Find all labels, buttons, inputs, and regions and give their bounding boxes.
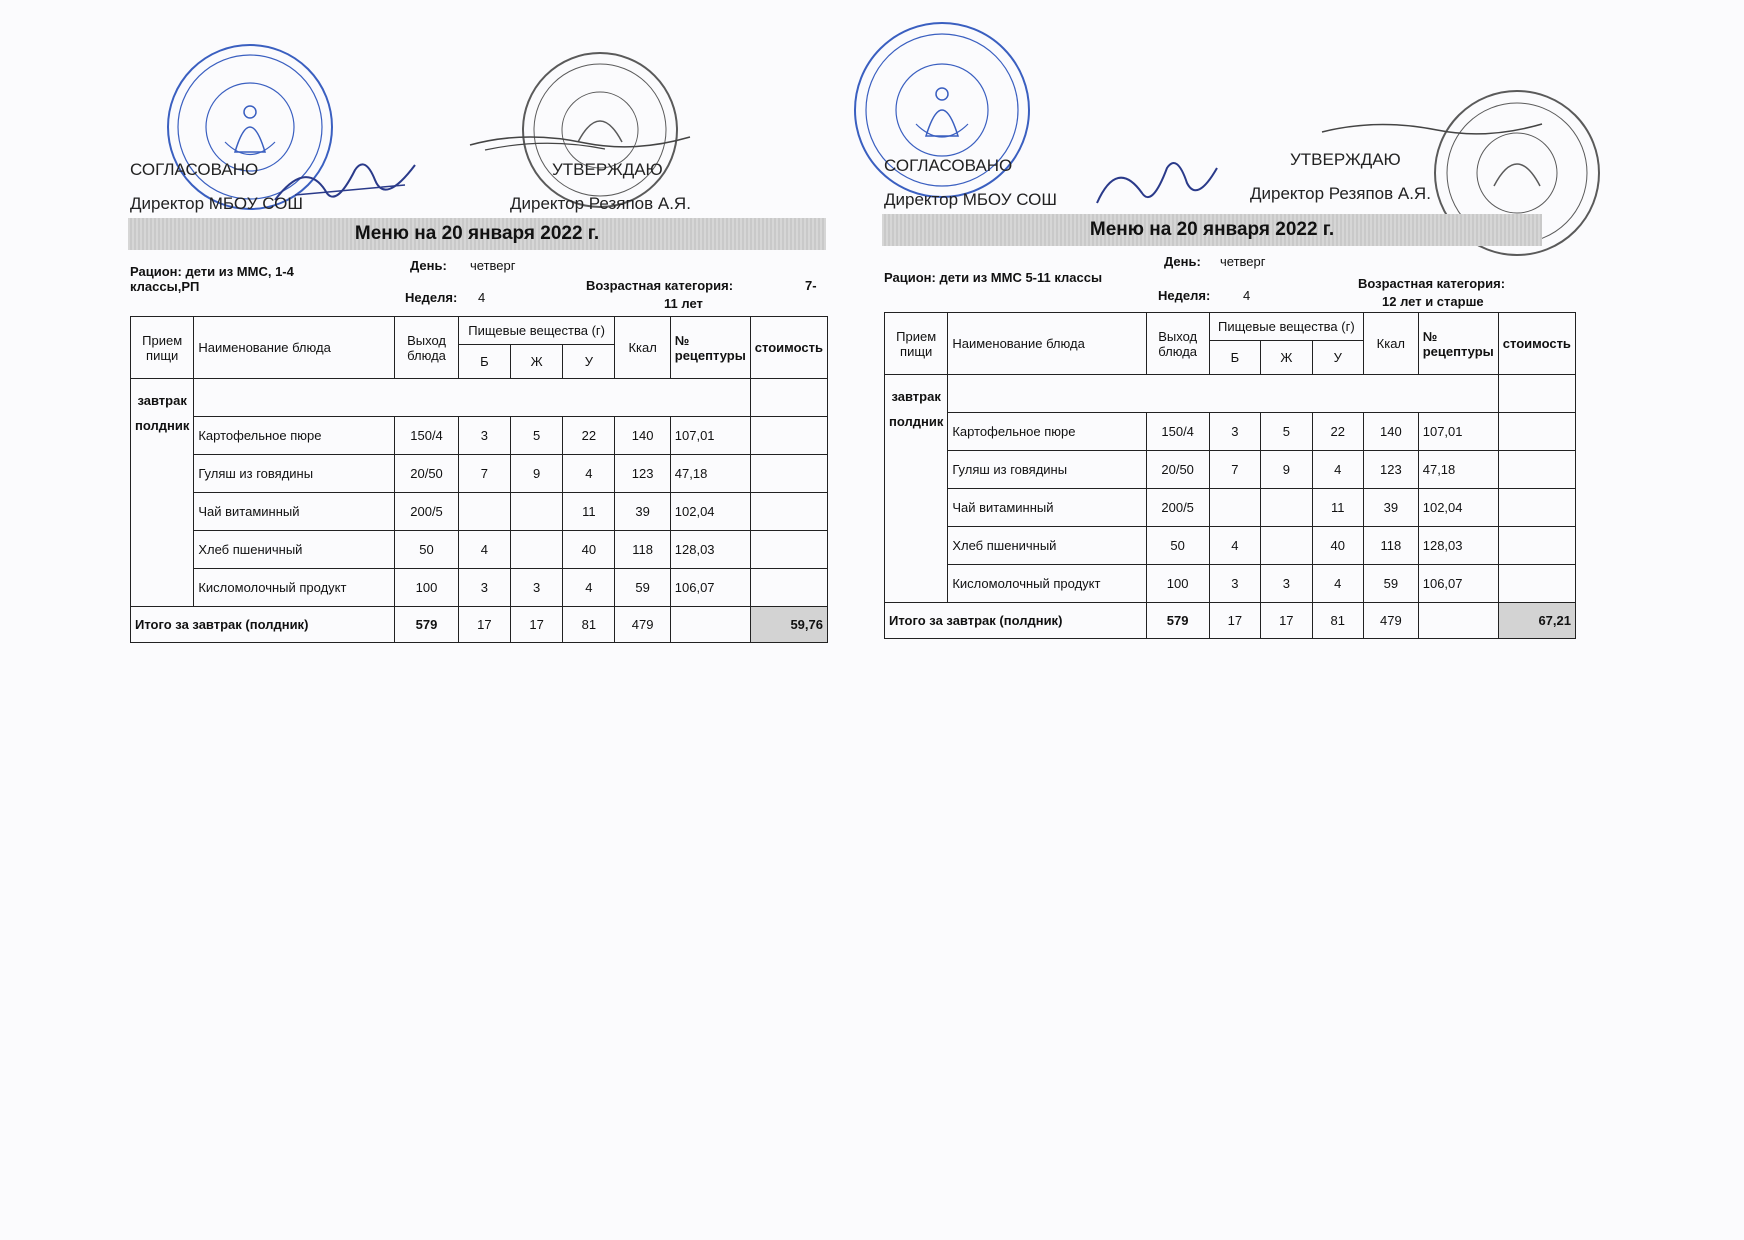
total-protein: 17 xyxy=(458,607,510,643)
agreed-director: Директор МБОУ СОШ xyxy=(884,190,1057,209)
meal-cell xyxy=(885,375,948,603)
total-yield: 579 xyxy=(395,607,459,643)
dish-recipe: 102,04 xyxy=(670,493,750,531)
table-row xyxy=(885,489,1576,527)
age-category-label: Возрастная категория: xyxy=(1358,276,1506,291)
dish-recipe: 106,07 xyxy=(1418,565,1498,603)
dish-kcal: 39 xyxy=(615,493,670,531)
dish-cost xyxy=(1498,413,1575,451)
age-category-value-2: 11 лет xyxy=(664,296,703,311)
week-value: 4 xyxy=(1243,288,1251,303)
fat-header: Ж xyxy=(511,345,563,379)
recipe-header: № рецептуры xyxy=(1418,313,1498,375)
cost-header: стоимость xyxy=(750,317,827,379)
dish-protein: 3 xyxy=(458,569,510,607)
signature-agreed xyxy=(1087,148,1227,218)
dish-recipe: 128,03 xyxy=(670,531,750,569)
dish-name: Картофельное пюре xyxy=(948,413,1146,451)
dish-fat xyxy=(511,493,563,531)
kcal-header: Ккал xyxy=(615,317,670,379)
dish-cost xyxy=(1498,565,1575,603)
table-row xyxy=(131,455,828,493)
dish-kcal: 123 xyxy=(1363,451,1418,489)
dish-recipe: 107,01 xyxy=(1418,413,1498,451)
dish-name: Чай витаминный xyxy=(948,489,1146,527)
dish-yield: 200/5 xyxy=(1146,489,1209,527)
total-recipe xyxy=(670,607,750,643)
table-row xyxy=(885,451,1576,489)
approved-block xyxy=(1250,150,1431,204)
dish-protein xyxy=(458,493,510,531)
dish-yield: 100 xyxy=(395,569,459,607)
total-kcal: 479 xyxy=(1363,603,1418,639)
total-kcal: 479 xyxy=(615,607,670,643)
dish-recipe: 47,18 xyxy=(670,455,750,493)
dish-fat: 9 xyxy=(1261,451,1312,489)
dish-carbs: 4 xyxy=(1312,565,1363,603)
dish-kcal: 140 xyxy=(1363,413,1418,451)
dish-name: Кисломолочный продукт xyxy=(948,565,1146,603)
day-value: четверг xyxy=(470,258,516,273)
spacer-cost-cell xyxy=(1498,375,1575,413)
table-row xyxy=(131,569,828,607)
dish-carbs: 22 xyxy=(1312,413,1363,451)
dish-kcal: 123 xyxy=(615,455,670,493)
total-cost: 67,21 xyxy=(1498,603,1575,639)
approved-label: УТВЕРЖДАЮ xyxy=(1290,150,1401,169)
dish-fat xyxy=(1261,489,1312,527)
dish-cost xyxy=(750,569,827,607)
approved-label: УТВЕРЖДАЮ xyxy=(552,160,663,179)
dish-yield: 20/50 xyxy=(395,455,459,493)
cost-header: стоимость xyxy=(1498,313,1575,375)
dish-kcal: 140 xyxy=(615,417,670,455)
dish-recipe: 107,01 xyxy=(670,417,750,455)
menu-sheet-left xyxy=(0,0,840,660)
yield-header: Выход блюда xyxy=(395,317,459,379)
dish-name: Хлеб пшеничный xyxy=(948,527,1146,565)
menu-table-right xyxy=(884,312,1576,639)
dish-carbs: 4 xyxy=(563,455,615,493)
dish-yield: 200/5 xyxy=(395,493,459,531)
total-label: Итого за завтрак (полдник) xyxy=(131,607,395,643)
dish-recipe: 102,04 xyxy=(1418,489,1498,527)
ration-label: Рацион: дети из ММС 5-11 классы xyxy=(884,270,1103,285)
day-value: четверг xyxy=(1220,254,1266,269)
dish-cost xyxy=(1498,451,1575,489)
total-fat: 17 xyxy=(1261,603,1312,639)
menu-table-left xyxy=(130,316,828,643)
dish-cost xyxy=(750,455,827,493)
dish-kcal: 118 xyxy=(1363,527,1418,565)
approved-director: Директор Резяпов А.Я. xyxy=(1250,184,1431,203)
dish-cost xyxy=(750,493,827,531)
dish-name: Кисломолочный продукт xyxy=(194,569,395,607)
menu-title: Меню на 20 января 2022 г. xyxy=(882,214,1542,246)
dish-cost xyxy=(1498,489,1575,527)
dish-yield: 50 xyxy=(1146,527,1209,565)
dish-protein xyxy=(1209,489,1260,527)
dish-yield: 150/4 xyxy=(1146,413,1209,451)
total-row xyxy=(885,603,1576,639)
dish-carbs: 40 xyxy=(563,531,615,569)
total-fat: 17 xyxy=(511,607,563,643)
age-category-value: 12 лет и старше xyxy=(1382,294,1484,309)
dish-name: Гуляш из говядины xyxy=(194,455,395,493)
meal-header: Прием пищи xyxy=(131,317,194,379)
dish-fat: 9 xyxy=(511,455,563,493)
agreed-label: СОГЛАСОВАНО xyxy=(130,160,259,179)
agreed-label: СОГЛАСОВАНО xyxy=(884,156,1013,175)
dish-header: Наименование блюда xyxy=(948,313,1146,375)
dish-fat: 5 xyxy=(511,417,563,455)
recipe-header: № рецептуры xyxy=(670,317,750,379)
dish-recipe: 128,03 xyxy=(1418,527,1498,565)
protein-header: Б xyxy=(1209,341,1260,375)
dish-fat: 5 xyxy=(1261,413,1312,451)
spacer-cell xyxy=(194,379,750,417)
dish-yield: 100 xyxy=(1146,565,1209,603)
table-row xyxy=(885,565,1576,603)
menu-title: Меню на 20 января 2022 г. xyxy=(128,218,826,250)
dish-kcal: 59 xyxy=(615,569,670,607)
nutrients-header: Пищевые вещества (г) xyxy=(458,317,615,345)
dish-name: Картофельное пюре xyxy=(194,417,395,455)
dish-carbs: 4 xyxy=(563,569,615,607)
dish-name: Чай витаминный xyxy=(194,493,395,531)
menu-sheet-right xyxy=(872,0,1672,660)
table-row xyxy=(885,413,1576,451)
table-row xyxy=(131,417,828,455)
dish-protein: 3 xyxy=(458,417,510,455)
approved-block xyxy=(510,160,691,214)
meal-breakfast: завтрак xyxy=(891,389,941,404)
dish-cost xyxy=(1498,527,1575,565)
ration-label: Рацион: дети из ММС, 1-4 классы,РП xyxy=(130,264,294,294)
dish-protein: 7 xyxy=(458,455,510,493)
dish-recipe: 47,18 xyxy=(1418,451,1498,489)
carbs-header: У xyxy=(563,345,615,379)
kcal-header: Ккал xyxy=(1363,313,1418,375)
dish-carbs: 40 xyxy=(1312,527,1363,565)
dish-recipe: 106,07 xyxy=(670,569,750,607)
dish-protein: 4 xyxy=(458,531,510,569)
dish-fat xyxy=(511,531,563,569)
dish-carbs: 11 xyxy=(1312,489,1363,527)
meal-snack: полдник xyxy=(135,418,190,433)
total-protein: 17 xyxy=(1209,603,1260,639)
week-value: 4 xyxy=(478,290,486,305)
spacer-cell xyxy=(948,375,1498,413)
agreed-director: Директор МБОУ СОШ xyxy=(130,194,303,213)
total-cost: 59,76 xyxy=(750,607,827,643)
week-label: Неделя: xyxy=(1158,288,1211,303)
fat-header: Ж xyxy=(1261,341,1312,375)
dish-yield: 20/50 xyxy=(1146,451,1209,489)
carbs-header: У xyxy=(1312,341,1363,375)
dish-fat: 3 xyxy=(511,569,563,607)
dish-header: Наименование блюда xyxy=(194,317,395,379)
nutrients-header: Пищевые вещества (г) xyxy=(1209,313,1363,341)
yield-header: Выход блюда xyxy=(1146,313,1209,375)
dish-name: Гуляш из говядины xyxy=(948,451,1146,489)
agreed-block xyxy=(130,160,303,214)
dish-fat xyxy=(1261,527,1312,565)
agreed-block xyxy=(884,156,1057,210)
dish-yield: 50 xyxy=(395,531,459,569)
meal-snack: полдник xyxy=(889,414,944,429)
dish-carbs: 22 xyxy=(563,417,615,455)
dish-name: Хлеб пшеничный xyxy=(194,531,395,569)
approved-director: Директор Резяпов А.Я. xyxy=(510,194,691,213)
day-label: День: xyxy=(1164,254,1201,269)
total-label: Итого за завтрак (полдник) xyxy=(885,603,1147,639)
dish-cost xyxy=(750,531,827,569)
meal-header: Прием пищи xyxy=(885,313,948,375)
dish-kcal: 39 xyxy=(1363,489,1418,527)
dish-kcal: 118 xyxy=(615,531,670,569)
total-yield: 579 xyxy=(1146,603,1209,639)
protein-header: Б xyxy=(458,345,510,379)
day-label: День: xyxy=(410,258,447,273)
meal-breakfast: завтрак xyxy=(137,393,187,408)
total-row xyxy=(131,607,828,643)
dish-kcal: 59 xyxy=(1363,565,1418,603)
total-carbs: 81 xyxy=(563,607,615,643)
meal-cell xyxy=(131,379,194,607)
age-category-value: 7- xyxy=(805,278,817,293)
age-category-label: Возрастная категория: xyxy=(586,278,734,293)
dish-carbs: 4 xyxy=(1312,451,1363,489)
table-row xyxy=(885,527,1576,565)
dish-fat: 3 xyxy=(1261,565,1312,603)
total-carbs: 81 xyxy=(1312,603,1363,639)
table-row xyxy=(131,493,828,531)
dish-protein: 4 xyxy=(1209,527,1260,565)
dish-yield: 150/4 xyxy=(395,417,459,455)
dish-protein: 3 xyxy=(1209,565,1260,603)
total-recipe xyxy=(1418,603,1498,639)
dish-protein: 7 xyxy=(1209,451,1260,489)
spacer-cost-cell xyxy=(750,379,827,417)
dish-carbs: 11 xyxy=(563,493,615,531)
dish-protein: 3 xyxy=(1209,413,1260,451)
week-label: Неделя: xyxy=(405,290,458,305)
dish-cost xyxy=(750,417,827,455)
table-row xyxy=(131,531,828,569)
